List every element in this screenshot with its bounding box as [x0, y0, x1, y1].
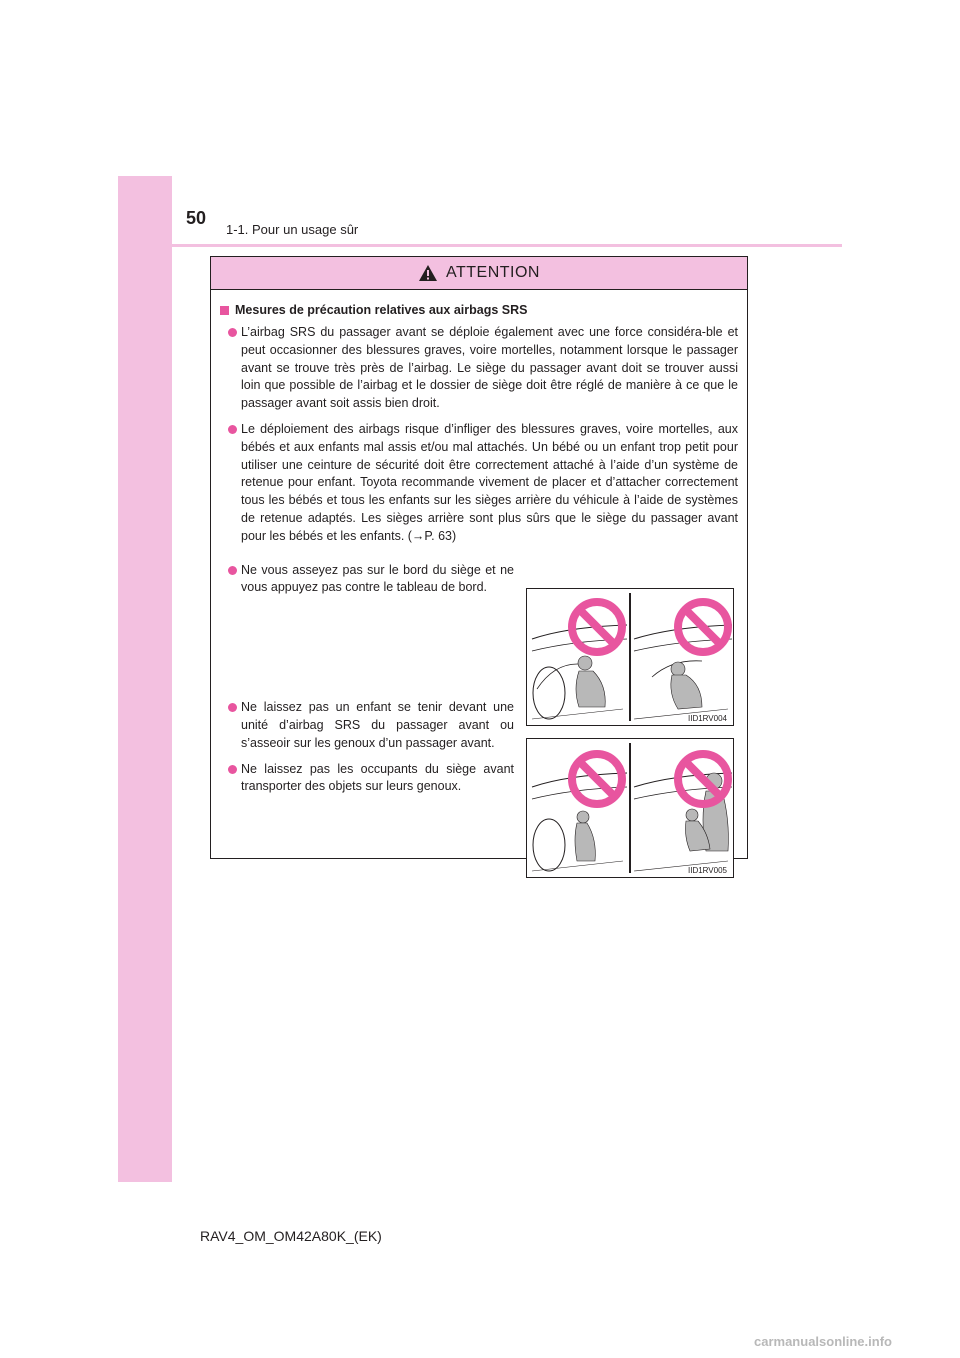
bullet-dot-icon [228, 328, 237, 337]
bullet-text: Ne laissez pas les occupants du siège avant transporter des objets sur leurs genoux. [241, 761, 514, 794]
square-bullet-icon [220, 306, 229, 315]
page-number: 50 [186, 208, 207, 228]
warning-box [210, 256, 748, 875]
bullet-dot-icon [228, 425, 237, 434]
prohibition-icon [567, 749, 627, 809]
manual-code: RAV4_OM_OM42A80K_(EK) [200, 1228, 382, 1244]
subheading [220, 303, 738, 317]
bullet-item [220, 324, 738, 413]
warning-header [211, 257, 747, 290]
bullet-item [220, 562, 514, 598]
bullet-dot-icon [228, 765, 237, 774]
bullet-text: Le déploiement des airbags risque d’infliger des blessures graves, voire mortelles, aux bébés et aux enfants mal assis et/ou mal attachés. Un bébé ou un enfant trop petit pour utiliser une ceinture de sécurité doit être correctement attaché à l’aide d’un système de retenue pour enfant. Toyota recommande vivement de placer et d’attacher correctement tous les bébés et tous les enfants sur les sièges arrière du véhicule à l’aide de systèmes de retenue adaptés. Les sièges arrière sont plus sûrs que le siège du passager avant pour les bébés et les enfants. (→P. 63) [241, 421, 738, 543]
bullet-text: Ne laissez pas un enfant se tenir devant une unité d’airbag SRS du passager avant ou s’asseoir sur les genoux d’un passager avant. [241, 700, 514, 750]
section-title: 1-1. Pour un usage sûr [226, 222, 359, 237]
bullet-item [220, 699, 514, 752]
bullet-item [220, 761, 514, 797]
watermark: carmanualsonline.info [754, 1334, 892, 1349]
prohibition-icon [673, 749, 733, 809]
bullet-dot-icon [228, 566, 237, 575]
figure-code: IID1RV005 [688, 866, 727, 875]
warning-body [211, 290, 747, 875]
bullet-item [220, 421, 738, 546]
warning-triangle-icon [418, 264, 438, 282]
prohibition-icon [673, 597, 733, 657]
figure-leaning-dashboard [526, 588, 734, 726]
prohibition-icon [567, 597, 627, 657]
bullet-text: L’airbag SRS du passager avant se déploie également avec une force considéra-ble et peut occasionner des blessures graves, voire mortelles, notamment lorsque le passager avant se trouve très près de l’airbag. Le siège du passager avant doit se trouver aussi loin que possible de l’airbag et le dossier de siège doit être réglé de manière à ce que le passager avant soit assis bien droit. [241, 325, 738, 411]
figure-code: IID1RV004 [688, 714, 727, 723]
figure-divider [629, 593, 631, 721]
header-rule [118, 244, 842, 247]
warning-title: ATTENTION [446, 264, 540, 281]
bullet-text: Ne vous asseyez pas sur le bord du siège et ne vous appuyez pas contre le tableau de bord. [241, 562, 514, 595]
figure-child-on-lap [526, 738, 734, 878]
subheading-text: Mesures de précaution relatives aux airbags SRS [235, 303, 528, 317]
figure-divider [629, 743, 631, 873]
bullet-dot-icon [228, 703, 237, 712]
side-tab [118, 176, 172, 1182]
